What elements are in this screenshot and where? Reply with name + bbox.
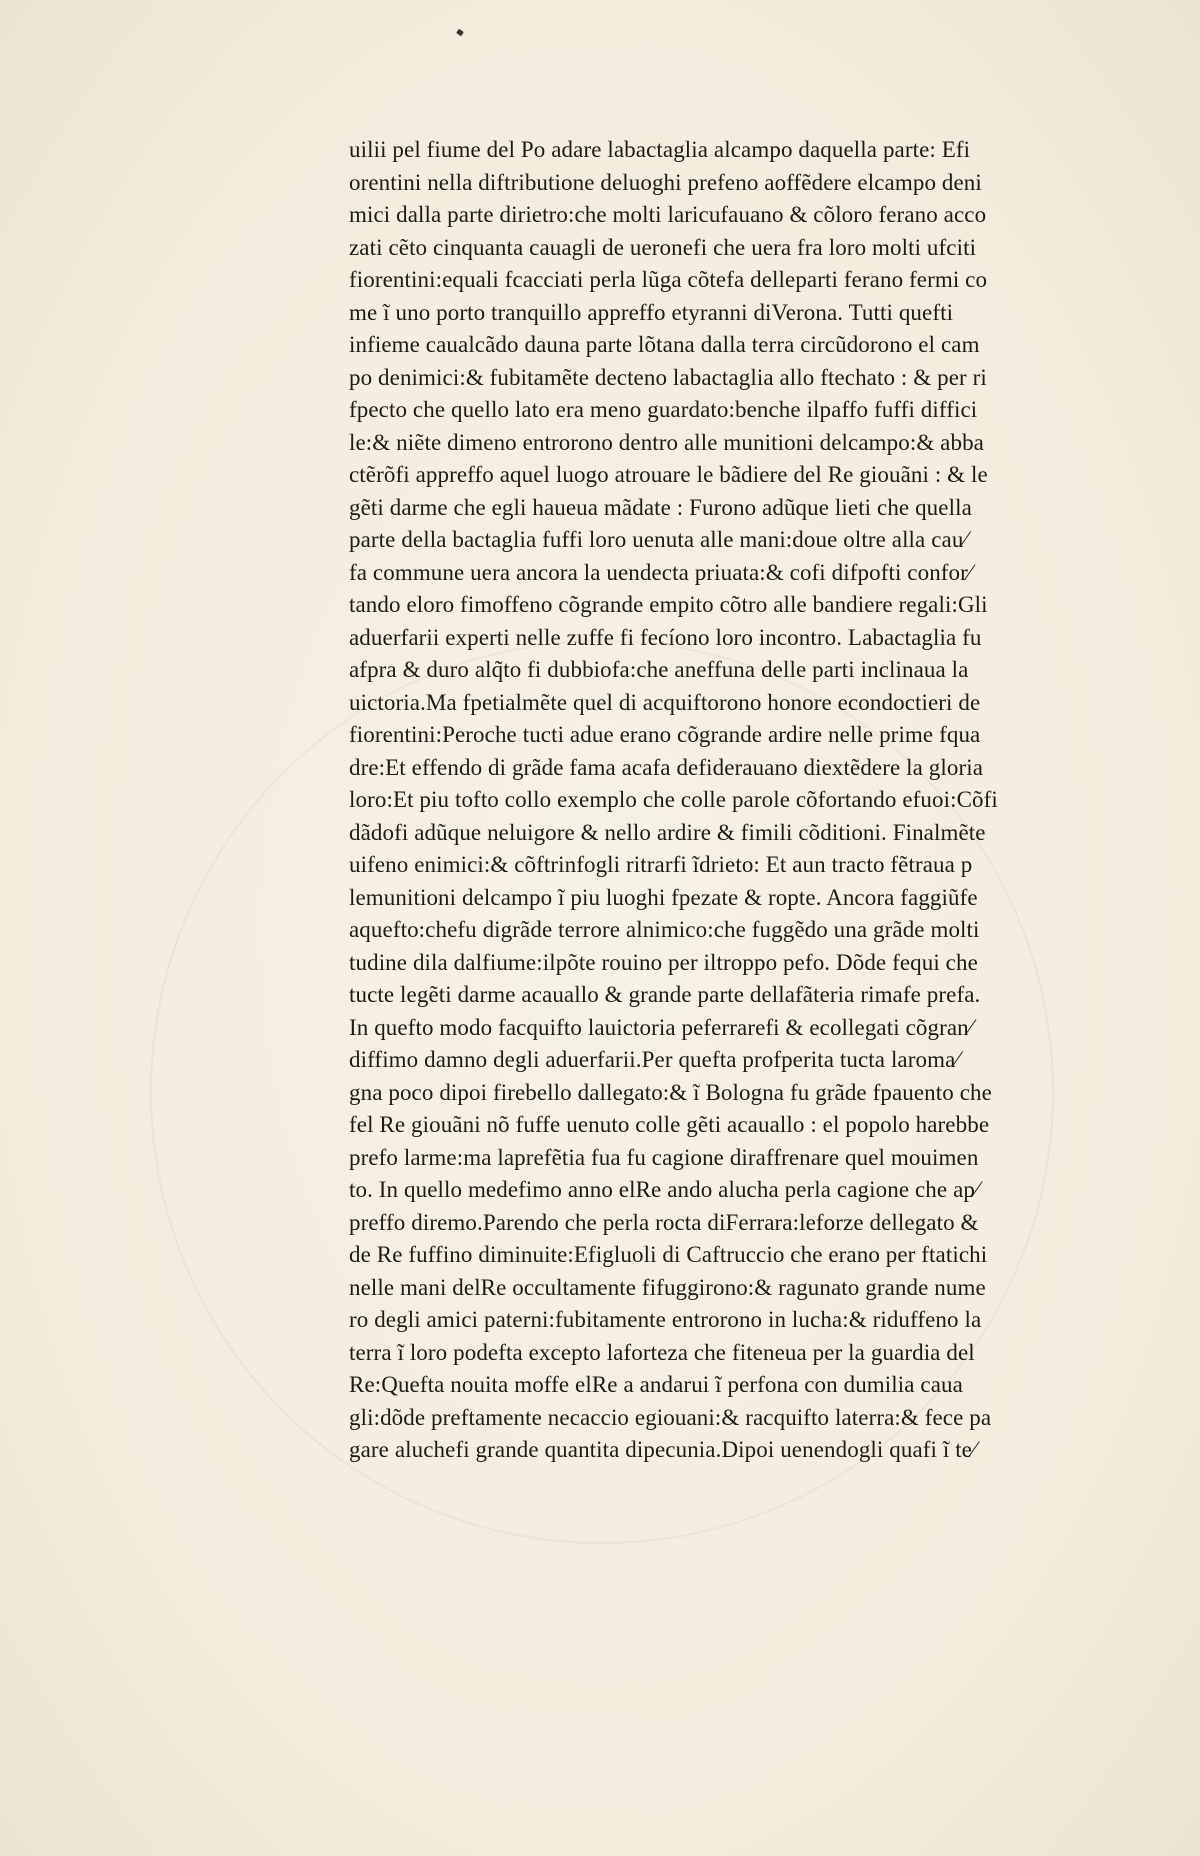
text-line: gli:dõde preftamente necaccio egiouani:& racquifto laterra:& fece pa: [349, 1404, 992, 1430]
text-line: fpecto che quello lato era meno guardato:benche ilpaffo fuffi diffici: [349, 397, 978, 422]
text-line: gare aluchefi grande quantita dipecunia.Dipoi uenendogli quafi ĩ te⁄: [349, 1437, 976, 1462]
text-line: gna poco dipoi firebello dallegato:& ĩ Bologna fu grãde fpauento che: [349, 1079, 992, 1105]
text-line: mici dalla parte dirietro:che molti laricufauano & cõloro ferano acco: [349, 202, 987, 227]
text-line: uifeno enimici:& cõftrinfogli ritrarfi ĩdrieto: Et aun tracto fẽtraua p: [349, 852, 973, 877]
text-line: gẽti darme che egli haueua mãdate : Furono adũque lieti che quella: [349, 494, 972, 520]
text-line: Re:Quefta nouita moffe elRe a andarui ĩ perfona con dumilia caua: [349, 1372, 963, 1397]
text-line: fel Re giouãni nõ fuffe uenuto colle gẽti acauallo : el popolo harebbe: [349, 1112, 990, 1137]
text-line: parte della bactaglia fuffi loro uenuta alle mani:doue oltre alla cau⁄: [349, 527, 968, 552]
text-block: [349, 134, 1129, 1467]
text-line: In quefto modo facquifto lauictoria peferrarefi & ecollegati cõgran⁄: [349, 1014, 973, 1040]
text-line: tucte legẽti darme acauallo & grande parte dellafãteria rimafe prefa.: [349, 982, 981, 1007]
text-line: aduerfarii experti nelle zuffe fi fecíono loro incontro. Labactaglia fu: [349, 624, 982, 650]
ink-mark: [456, 29, 464, 37]
text-line: po denimici:& fubitamẽte decteno labactaglia allo ftechato : & per ri: [349, 364, 987, 390]
text-line: fiorentini:Peroche tucti adue erano cõgrande ardire nelle prime fqua: [349, 722, 981, 747]
text-line: to. In quello medefimo anno elRe ando alucha perla cagione che ap⁄: [349, 1177, 979, 1202]
text-line: afpra & duro alq̃to fi dubbiofa:che aneffuna delle parti inclinaua la: [349, 657, 969, 682]
text-line: uictoria.Ma fpetialmẽte quel di acquiftorono honore econdoctieri de: [349, 689, 981, 715]
text-line: terra ĩ loro podefta excepto laforteza che fiteneua per la guardia del: [349, 1339, 975, 1365]
text-line: preffo diremo.Parendo che perla rocta diFerrara:leforze dellegato &: [349, 1209, 979, 1235]
text-line: orentini nella diftributione deluoghi prefeno aoffẽdere elcampo deni: [349, 169, 982, 195]
text-line: me ĩ uno porto tranquillo appreffo etyranni diVerona. Tutti quefti: [349, 299, 954, 325]
text-line: tudine dila dalfiume:ilpõte rouino per iltroppo pefo. Dõde fequi che: [349, 949, 978, 975]
text-line: zati cẽto cinquanta cauagli de ueronefi che uera fra loro molti ufciti: [349, 234, 977, 260]
text-line: uilii pel fiume del Po adare labactaglia alcampo daquella parte: Efi: [349, 137, 971, 162]
text-line: prefo larme:ma laprefẽtia fua fu cagione diraffrenare quel mouimen: [349, 1144, 979, 1170]
text-line: de Re fuffino diminuite:Efigluoli di Caftruccio che erano per ftatichi: [349, 1242, 988, 1267]
text-line: ctẽrõfi appreffo aquel luogo atrouare le bãdiere del Re giouãni : & le: [349, 462, 988, 487]
text-line: ro degli amici paterni:fubitamente entrorono in lucha:& riduffeno la: [349, 1307, 982, 1332]
text-line: aquefto:chefu digrãde terrore alnimico:che fuggẽdo una grãde molti: [349, 917, 980, 942]
text-line: infieme caualcãdo dauna parte lõtana dalla terra circũdorono el cam: [349, 332, 980, 357]
text-line: diffimo damno degli aduerfarii.Per quefta profperita tucta laroma⁄: [349, 1047, 960, 1072]
text-line: dãdofi adũque neluigore & nello ardire & fimili cõditioni. Finalmẽte: [349, 819, 986, 845]
text-line: fa commune uera ancora la uendecta priuata:& cofi difpofti confor⁄: [349, 559, 972, 585]
text-line: le:& niẽte dimeno entrorono dentro alle munitioni delcampo:& abba: [349, 429, 984, 455]
text-line: loro:Et piu tofto collo exemplo che colle parole cõfortando efuoi:Cõfi: [349, 787, 998, 812]
text-line: lemunitioni delcampo ĩ piu luoghi fpezate & ropte. Ancora faggiũfe: [349, 884, 978, 910]
text-line: fiorentini:equali fcacciati perla lũga cõtefa delleparti ferano fermi co: [349, 267, 988, 292]
text-line: tando eloro fimoffeno cõgrande empito cõtro alle bandiere regali:Gli: [349, 592, 988, 617]
text-line: nelle mani delRe occultamente fifuggirono:& ragunato grande nume: [349, 1274, 986, 1300]
text-line: dre:Et effendo di grãde fama acafa defiderauano diextẽdere la gloria: [349, 754, 984, 780]
